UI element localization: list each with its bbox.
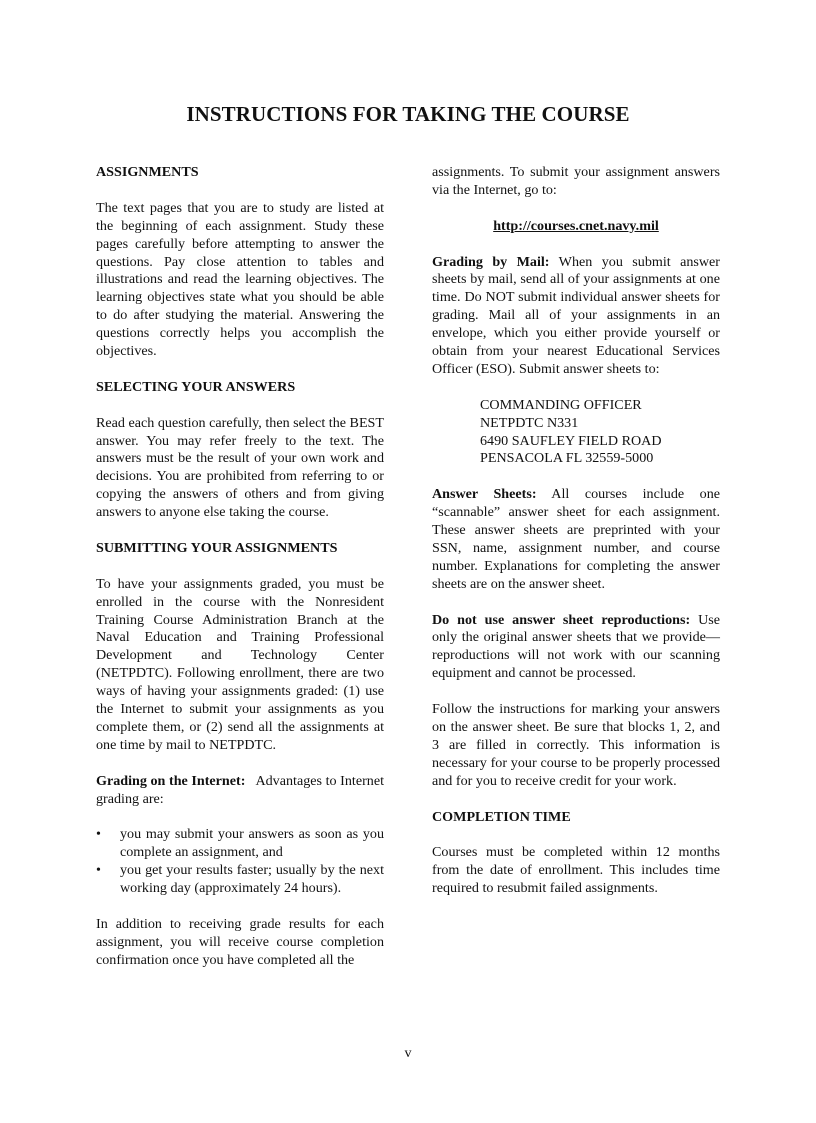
completion-time-heading: COMPLETION TIME — [432, 808, 571, 825]
bullet-icon: • — [96, 826, 101, 843]
selecting-answers-paragraph: Read each question carefully, then select the BEST answer. You may refer freely to the text. The answers must be the result of your own work and decisions. You are prohibited from referring to or copying the answers of others and from giving answers to anyone else taking the course. — [96, 414, 384, 521]
bullet-text: you get your results faster; usually by the next working day (approximately 24 hours). — [120, 862, 384, 897]
assignments-heading: ASSIGNMENTS — [96, 164, 199, 180]
assignments-paragraph: The text pages that you are to study are listed at the beginning of each assignment. Study these pages carefully before attempting to answer the questions. Pay close attention to tables and illustrations and read the learning objectives. The learning objectives state what you should be able to do after studying the material. Answering the questions correctly helps you accomplish the objectives. — [96, 199, 384, 360]
reproductions-label: Do not use answer sheet reproductions: — [432, 611, 691, 628]
bullet-text: you may submit your answers as soon as you complete an assignment, and — [120, 826, 384, 861]
left-column — [96, 164, 384, 988]
course-url-link[interactable]: http://courses.cnet.navy.mil — [493, 217, 659, 234]
internet-grading-paragraph — [96, 773, 384, 809]
additional-results-paragraph: In addition to receiving grade results for each assignment, you will receive course completion confirmation once you have completed all the — [96, 915, 384, 968]
completion-time-paragraph: Courses must be completed within 12 months from the date of enrollment. This includes time required to resubmit failed assignments. — [432, 844, 720, 897]
mail-grading-label: Grading by Mail: — [432, 253, 550, 270]
address-line: 6490 SAUFLEY FIELD ROAD — [480, 432, 662, 449]
list-item — [96, 862, 384, 898]
mail-grading-paragraph — [432, 254, 720, 379]
right-column — [432, 164, 720, 916]
page-title: INSTRUCTIONS FOR TAKING THE COURSE — [186, 102, 630, 126]
reproductions-text: Use only the original answer sheets that we provide—reproductions will not work with our scanning equipment and cannot be processed. — [432, 611, 720, 682]
list-item — [96, 826, 384, 862]
answer-sheets-label: Answer Sheets: — [432, 486, 537, 503]
selecting-answers-heading: SELECTING YOUR ANSWERS — [96, 378, 296, 395]
internet-grading-text: Advantages to Internet grading are: — [96, 772, 384, 807]
submitting-assignments-heading: SUBMITTING YOUR ASSIGNMENTS — [96, 539, 338, 556]
url-line — [432, 218, 720, 236]
internet-advantages-list — [96, 826, 384, 898]
submitting-assignments-paragraph: To have your assignments graded, you must be enrolled in the course with the Nonresident Training Course Administration Branch at the Naval Education and Training Professional Development and Technology Center (NETPDTC). Following enrollment, there are two ways of having your assignments graded: (1) use the Internet to submit your assignments as you complete them, or (2) send all the assignments at one time by mail to NETPDTC. — [96, 575, 384, 753]
bullet-icon: • — [96, 862, 101, 879]
address-line: COMMANDING OFFICER — [480, 396, 642, 413]
address-line: NETPDTC N331 — [480, 414, 579, 431]
answer-sheets-text: All courses include one “scannable” answer sheet for each assignment. These answer sheets are preprinted with your SSN, name, assignment number, and course number. Explanations for completing the answer sheets are on the answer sheet. — [432, 486, 720, 592]
internet-submission-paragraph: assignments. To submit your assignment answers via the Internet, go to: — [432, 164, 720, 198]
address-line: PENSACOLA FL 32559-5000 — [480, 450, 654, 467]
reproductions-paragraph — [432, 612, 720, 684]
page-number: v — [404, 1045, 412, 1061]
internet-grading-label: Grading on the Internet: — [96, 772, 246, 789]
answer-sheets-paragraph — [432, 486, 720, 593]
mailing-address — [480, 397, 720, 469]
mail-grading-text: When you submit answer sheets by mail, send all of your assignments at one time. Do NOT submit individual answer sheets for grading. Mail all of your assignments in an envelope, which you either provide yourself or obtain from your nearest Educational Services Officer (ESO). Submit answer sheets to: — [432, 253, 720, 377]
marking-instructions-paragraph: Follow the instructions for marking your answers on the answer sheet. Be sure that blocks 1, 2, and 3 are filled in correctly. This information is necessary for your course to be properly processed and for you to receive credit for your work. — [432, 701, 720, 789]
